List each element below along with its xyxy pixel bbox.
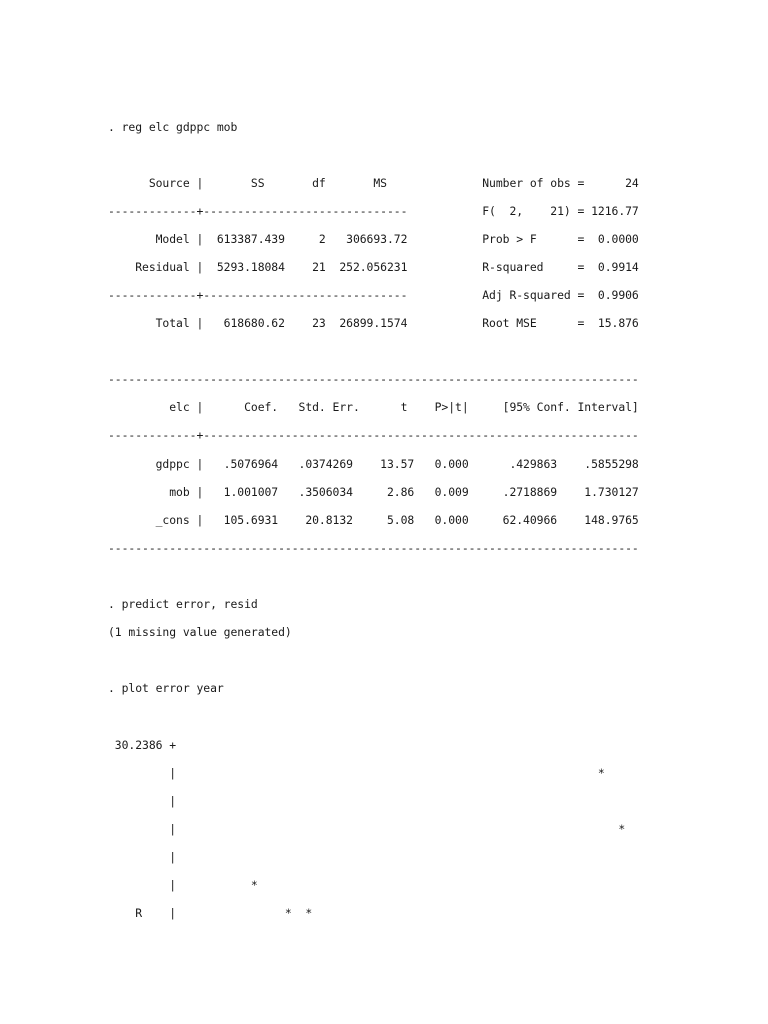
plot-line: | * bbox=[108, 766, 605, 780]
anova-residual-row: Residual | 5293.18084 21 252.056231 R-squared = 0.9914 bbox=[108, 260, 639, 274]
coef-row-gdppc: gdppc | .5076964 .0374269 13.57 0.000 .429863 .5855298 bbox=[108, 457, 639, 471]
plot-y-max-label: 30.2386 + bbox=[108, 738, 177, 752]
anova-header-row: Source | SS df MS Number of obs = 24 bbox=[108, 176, 639, 190]
command-plot: . plot error year bbox=[108, 681, 224, 695]
coef-table-separator: -------------+---------------------------------------------------------------- bbox=[108, 428, 639, 442]
anova-separator: -------------+------------------------------ F( 2, 21) = 1216.77 bbox=[108, 204, 639, 218]
coef-table-bottom-rule: ------------------------------------------------------------------------------ bbox=[108, 541, 639, 555]
plot-line: | * bbox=[108, 822, 626, 836]
command-reg: . reg elc gdppc mob bbox=[108, 120, 238, 134]
plot-line: | bbox=[108, 850, 177, 864]
anova-separator: -------------+------------------------------ Adj R-squared = 0.9906 bbox=[108, 288, 639, 302]
anova-total-row: Total | 618680.62 23 26899.1574 Root MSE = 15.876 bbox=[108, 316, 639, 330]
coef-row-mob: mob | 1.001007 .3506034 2.86 0.009 .2718869 1.730127 bbox=[108, 485, 639, 499]
coef-table-header: elc | Coef. Std. Err. t P>|t| [95% Conf. Interval] bbox=[108, 400, 639, 414]
anova-model-row: Model | 613387.439 2 306693.72 Prob > F = 0.0000 bbox=[108, 232, 639, 246]
coef-row-cons: _cons | 105.6931 20.8132 5.08 0.000 62.40966 148.9765 bbox=[108, 513, 639, 527]
predict-output-note: (1 missing value generated) bbox=[108, 625, 292, 639]
plot-line: | bbox=[108, 794, 177, 808]
coef-table-top-rule: ------------------------------------------------------------------------------ bbox=[108, 372, 639, 386]
plot-line: R | * * bbox=[108, 906, 313, 920]
plot-line: | * bbox=[108, 878, 258, 892]
command-predict: . predict error, resid bbox=[108, 597, 258, 611]
